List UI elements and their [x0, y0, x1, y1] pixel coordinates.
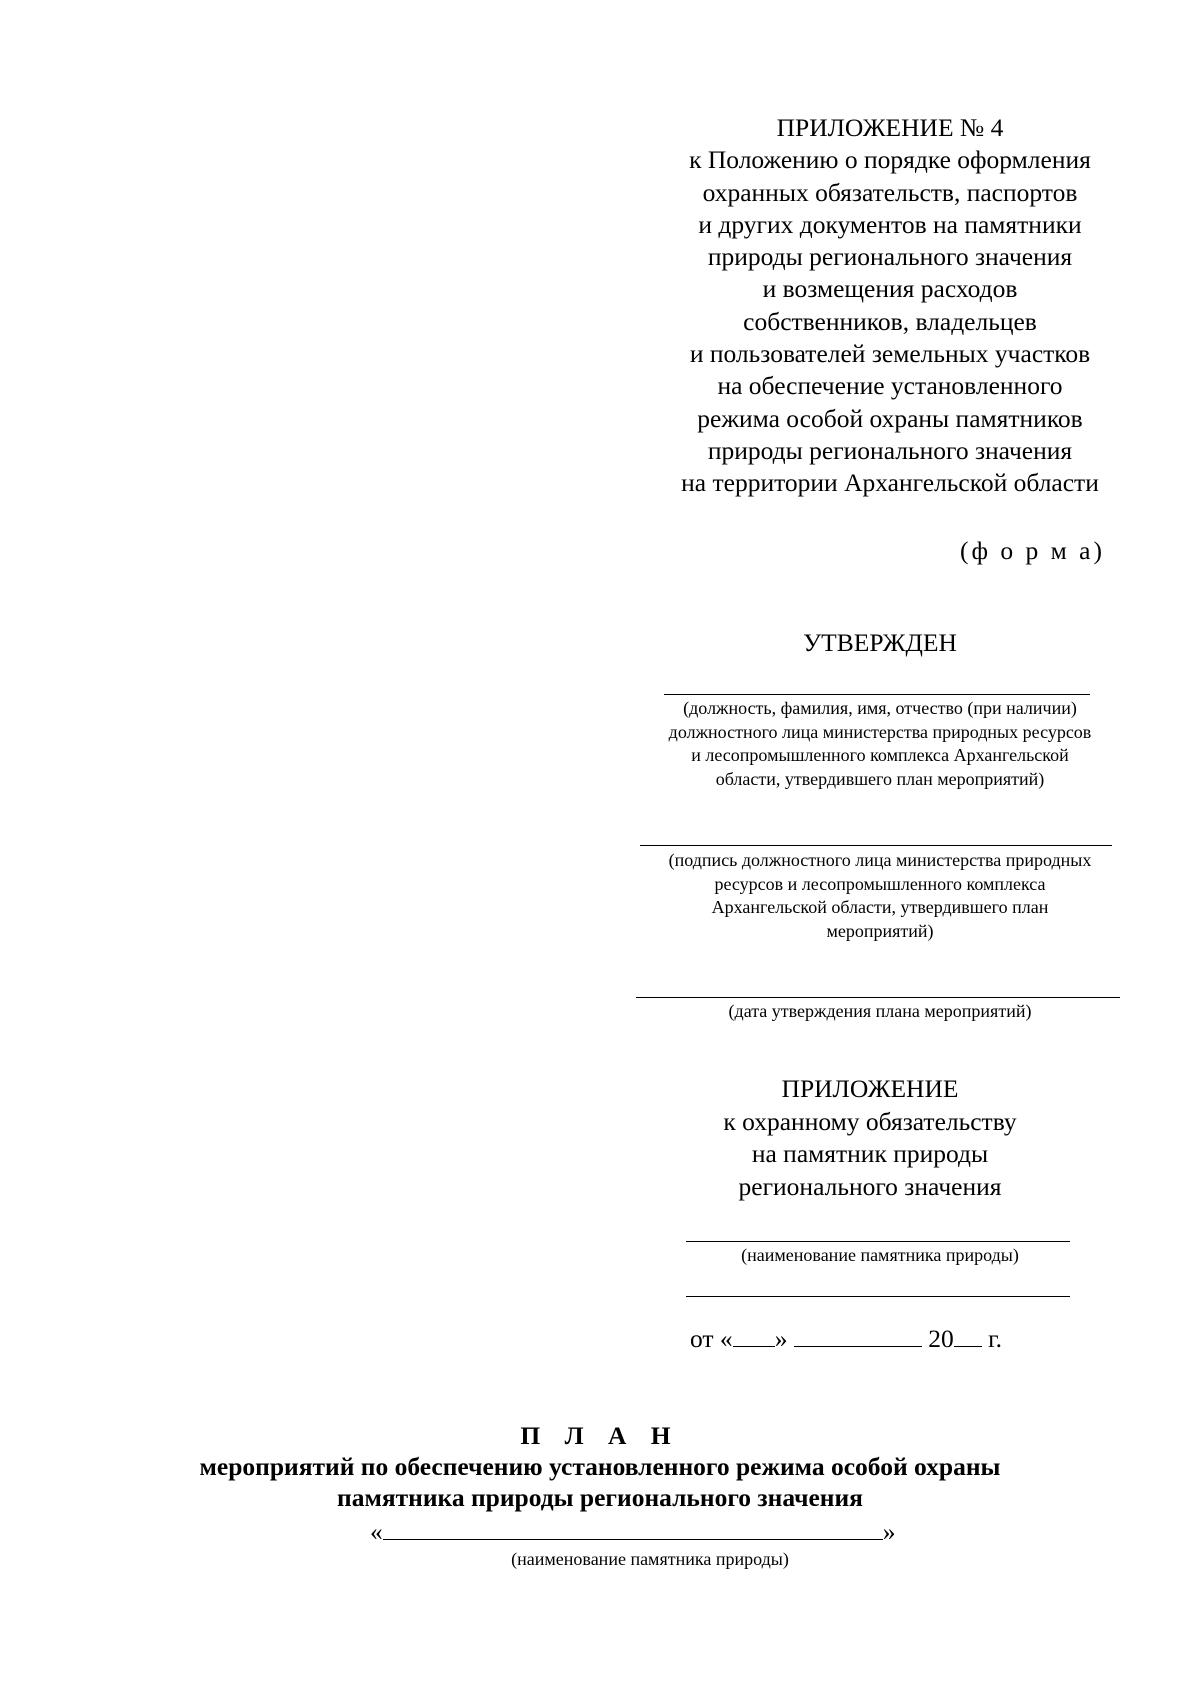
- annex-header-line: на памятник природы: [751, 1139, 989, 1169]
- approval-date-caption-text: (дата утверждения плана мероприятий): [728, 1001, 1032, 1021]
- approval-date-line: [636, 997, 1120, 998]
- plan-name-caption: [380, 1548, 920, 1572]
- quote-open: «: [370, 1517, 383, 1546]
- plan-heading: [100, 1420, 1100, 1513]
- plan-subtitle-line: памятника природы регионального значения: [337, 1483, 863, 1512]
- month-blank: [794, 1322, 922, 1347]
- official-name-line: [664, 694, 1090, 695]
- appendix-header-line: на обеспечение установленного: [717, 371, 1063, 401]
- plan-title: П Л А Н: [520, 1421, 680, 1450]
- appendix-header-line: природы регионального значения: [707, 435, 1073, 465]
- signature-caption-line: мероприятий): [826, 920, 934, 941]
- appendix-header: [640, 112, 1140, 500]
- appendix-header-line: режима особой охраны памятников: [697, 403, 1083, 433]
- year-prefix: 20: [928, 1324, 954, 1353]
- day-blank: [733, 1322, 775, 1347]
- plan-monument-name-blank: [383, 1517, 883, 1540]
- annex-header-line: к охранному обязательству: [723, 1106, 1017, 1136]
- appendix-header-line: и других документов на памятники: [698, 209, 1082, 239]
- official-caption-line: области, утвердившего план мероприятий): [715, 768, 1045, 789]
- signature-caption-line: (подпись должностного лица министерства природных: [668, 850, 1092, 870]
- form-label: (ф о р м а): [960, 536, 1105, 565]
- approval-date-caption: [620, 1000, 1140, 1024]
- appendix-header-line: к Положению о порядке оформления: [689, 145, 1091, 175]
- monument-name-caption-text: (наименование памятника природы): [741, 1245, 1019, 1265]
- appendix-header-line: охранных обязательств, паспортов: [702, 177, 1078, 207]
- annex-date-row: [690, 1322, 1170, 1355]
- year-blank: [954, 1322, 982, 1347]
- official-caption: [620, 697, 1140, 791]
- plan-monument-name-row: [370, 1517, 930, 1546]
- quote-close: »: [882, 1517, 896, 1546]
- signature-caption-line: ресурсов и лесопромышленного комплекса: [714, 873, 1046, 894]
- monument-name-line-2: [686, 1296, 1070, 1297]
- approved-title: УТВЕРЖДЕН: [803, 628, 957, 657]
- appendix-header-line: природы регионального значения: [707, 242, 1073, 272]
- appendix-header-line: и пользователей земельных участков: [689, 339, 1091, 369]
- appendix-header-line: ПРИЛОЖЕНИЕ № 4: [776, 113, 1004, 142]
- date-mid: »: [774, 1324, 788, 1353]
- official-caption-line: должностного лица министерства природных ресурсов: [668, 721, 1092, 742]
- signature-caption-line: Архангельской области, утвердившего план: [711, 897, 1049, 917]
- annex-header: [640, 1073, 1100, 1203]
- annex-header-line: ПРИЛОЖЕНИЕ: [781, 1074, 959, 1103]
- signature-caption: [620, 849, 1140, 943]
- plan-name-caption-text: (наименование памятника природы): [511, 1549, 789, 1569]
- plan-subtitle-line: мероприятий по обеспечению установленного режима особой охраны: [199, 1452, 1001, 1481]
- appendix-header-line: на территории Архангельской области: [681, 468, 1099, 498]
- appendix-header-line: и возмещения расходов: [762, 274, 1018, 304]
- date-prefix: от «: [690, 1324, 733, 1353]
- signature-line: [640, 845, 1112, 846]
- monument-name-caption: [660, 1244, 1100, 1268]
- official-caption-line: (должность, фамилия, имя, отчество (при наличии): [683, 698, 1077, 718]
- official-caption-line: и лесопромышленного комплекса Архангельской: [691, 745, 1069, 765]
- date-suffix: г.: [988, 1324, 1003, 1353]
- annex-header-line: регионального значения: [738, 1171, 1002, 1201]
- monument-name-line: [686, 1241, 1070, 1242]
- appendix-header-line: собственников, владельцев: [743, 306, 1037, 336]
